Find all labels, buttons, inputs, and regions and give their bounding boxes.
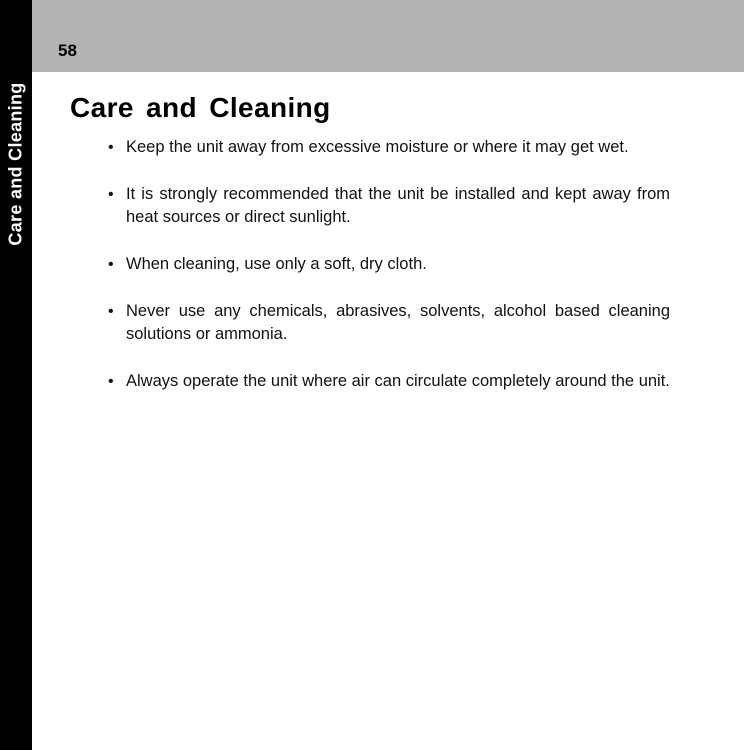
header-band [32, 0, 744, 72]
list-item-text: When cleaning, use only a soft, dry cloth. [126, 255, 427, 273]
list-item-text: Always operate the unit where air can circulate completely around the unit. [126, 372, 670, 390]
list-item [108, 136, 670, 159]
bullet-icon: • [108, 303, 114, 320]
side-section-tab [0, 0, 32, 750]
list-item [108, 370, 670, 393]
list-item [108, 183, 670, 229]
list-item [108, 253, 670, 276]
list-item [108, 300, 670, 346]
bullet-icon: • [108, 139, 114, 156]
side-section-label: Care and Cleaning [5, 82, 26, 246]
page-number: 58 [58, 41, 77, 60]
list-item-text: Keep the unit away from excessive moisture or where it may get wet. [126, 138, 629, 156]
care-instructions-list [108, 136, 670, 417]
list-item-text: Never use any chemicals, abrasives, solvents, alcohol based cleaning solutions or ammonia. [126, 302, 670, 343]
list-item-text: It is strongly recommended that the unit be installed and kept away from heat sources or direct sunlight. [126, 185, 670, 226]
bullet-icon: • [108, 256, 114, 273]
page-title: Care and Cleaning [70, 92, 331, 123]
bullet-icon: • [108, 373, 114, 390]
bullet-icon: • [108, 186, 114, 203]
